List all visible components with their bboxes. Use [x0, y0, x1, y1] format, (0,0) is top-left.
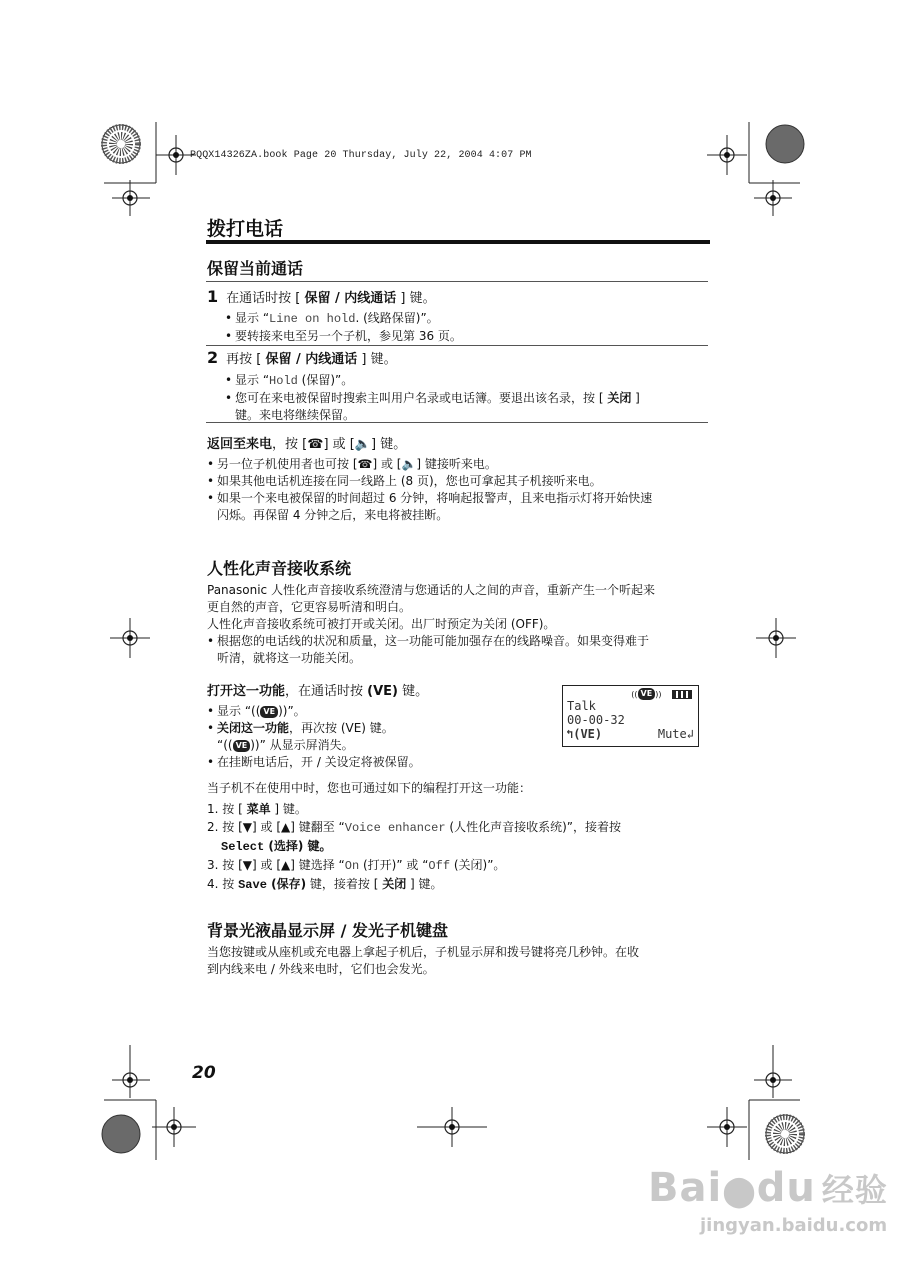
list-item: • 在挂断电话后，开 / 关设定将被保留。 — [207, 754, 547, 771]
ve-program-steps — [207, 800, 712, 894]
list-item: 2. 按 [▼] 或 [▲] 键翻至 “Voice enhancer (人性化声音接收系统)”，接着按 Select (选择) 键。 — [207, 820, 621, 854]
step-text: ] 键。 — [396, 291, 436, 306]
divider — [206, 281, 708, 282]
section-heading-hold: 保留当前通话 — [207, 259, 304, 278]
list-item: • 显示 “Hold (保留)”。 — [225, 372, 700, 390]
hold-step-2-bullets — [225, 372, 700, 424]
hold-intercom-key: 保留 / 内线通话 — [304, 291, 397, 306]
ve-bullets — [207, 703, 547, 771]
title-rule — [206, 240, 710, 244]
print-info-line: PQQX14326ZA.book Page 20 Thursday, July 22, 2004 4:07 PM — [190, 150, 532, 161]
section-heading-backlight: 背景光液晶显示屏 / 发光子机键盘 — [207, 921, 448, 940]
return-to-call: 返回至来电，按 [☎] 或 [🔈] 键。 — [207, 437, 407, 452]
lcd-softkey-mute: Mute↲ — [657, 727, 694, 741]
step-number: 2 — [207, 348, 219, 367]
step-text: 再按 [ — [226, 352, 266, 367]
lcd-timer: 00-00-32 — [567, 713, 625, 727]
divider — [206, 422, 708, 423]
speaker-key-icon: 🔈 — [401, 457, 417, 471]
backlight-text: 当您按键或从座机或充电器上拿起子机后，子机显示屏和拨号键将亮几秒钟。在收 到内线来电 / 外线来电时，它们也会发光。 — [207, 945, 640, 976]
hold-step-1-bullets — [225, 310, 695, 345]
hold-step-2 — [207, 348, 397, 367]
lcd-display — [562, 685, 699, 747]
list-item: • 显示 “(( VE ))”。 — [207, 703, 547, 720]
page-title: 拨打电话 — [207, 218, 284, 240]
step-text: ] 键。 — [357, 352, 397, 367]
ve-indicator-icon: (( VE )) — [223, 738, 260, 752]
baidu-watermark-url: jingyan.baidu.com — [700, 1215, 888, 1236]
battery-icon — [672, 690, 692, 699]
ve-indicator-icon: (( VE )) — [631, 689, 662, 699]
lcd-softkey-ve: ↰(VE) — [566, 727, 603, 741]
list-item: • 要转接来电至另一个子机，参见第 36 页。 — [225, 328, 695, 345]
list-item: 4. 按 Save (保存) 键，接着按 [ 关闭 ] 键。 — [207, 877, 443, 892]
divider — [206, 345, 708, 346]
ve-intro: Panasonic 人性化声音接收系统澄清与您通话的人之间的声音，重新产生一个听起来 更自然的声音，它更容易听清和明白。 人性化声音接收系统可被打开或关闭。出厂时预定为关闭 (OFF)。 • 根据您的电话线的状况和质量，这一功能可能加强存在的线路噪音。如果变得难于 听清，就将这一功能关闭。 — [207, 582, 712, 667]
list-item: • 关闭这一功能，再次按 (VE) 键。 “(( VE ))” 从显示屏消失。 — [207, 720, 547, 754]
list-item: • 如果其他电话机连接在同一线路上 (8 页)，您也可拿起其子机接听来电。 — [207, 473, 712, 490]
hold-notes — [207, 456, 712, 524]
list-item: • 如果一个来电被保留的时间超过 6 分钟，将响起报警声，且来电指示灯将开始快速 闪烁。再保留 4 分钟之后，来电将被挂断。 — [207, 490, 712, 524]
paw-icon: ⬤ — [722, 1174, 757, 1209]
hold-intercom-key: 保留 / 内线通话 — [265, 352, 358, 367]
page-number: 20 — [192, 1063, 216, 1083]
ve-indicator-icon: (( VE )) — [251, 704, 288, 718]
step-number: 1 — [207, 287, 219, 306]
hold-step-1 — [207, 287, 436, 306]
list-item: 1. 按 [ 菜单 ] 键。 — [207, 802, 307, 816]
speaker-key-icon: 🔈 — [354, 437, 372, 452]
ve-turn-on: 打开这一功能，在通话时按 (VE) 键。 — [207, 684, 429, 699]
lcd-talk-label: Talk — [567, 699, 596, 713]
list-item: • 显示 “Line on hold. (线路保留)”。 — [225, 310, 695, 328]
talk-key-icon: ☎ — [357, 457, 373, 471]
step-text: 在通话时按 [ — [226, 291, 305, 306]
talk-key-icon: ☎ — [307, 437, 324, 452]
list-item: • 您可在来电被保留时搜索主叫用户名录或电话簿。要退出该名录，按 [ 关闭 ] 键。来电将继续保留。 — [225, 390, 700, 424]
list-item: • 根据您的电话线的状况和质量，这一功能可能加强存在的线路噪音。如果变得难于 听清，就将这一功能关闭。 — [207, 633, 712, 667]
lcd-status-icons — [631, 688, 692, 700]
list-item: 3. 按 [▼] 或 [▲] 键选择 “On (打开)” 或 “Off (关闭)”。 — [207, 858, 506, 873]
list-item: • 另一位子机使用者也可按 [☎] 或 [🔈] 键接听来电。 — [207, 456, 712, 473]
baidu-watermark-logo: Bai⬤du 经验 — [648, 1165, 888, 1211]
section-heading-voice-enhancer: 人性化声音接收系统 — [207, 559, 352, 578]
ve-alt-intro: 当子机不在使用中时，您也可通过如下的编程打开这一功能： — [207, 781, 532, 795]
